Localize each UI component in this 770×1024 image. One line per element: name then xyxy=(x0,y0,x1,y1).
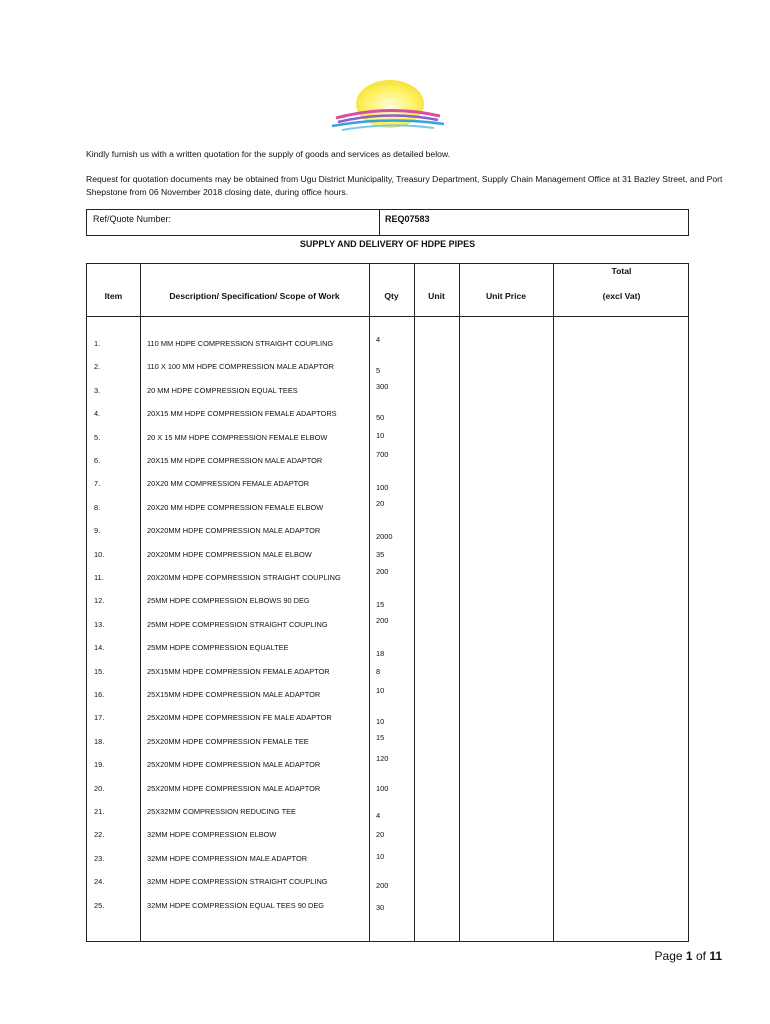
page-total: 11 xyxy=(709,949,722,963)
item-description: 32MM HDPE COMPRESSION EQUAL TEES 90 DEG xyxy=(147,900,325,910)
ref-quote-label: Ref/Quote Number: xyxy=(93,214,172,224)
header-qty: Qty xyxy=(384,291,399,301)
item-description: 20X20 MM HDPE COMPRESSION FEMALE ELBOW xyxy=(147,502,324,512)
item-description: 25X20MM HDPE COPMRESSION FE MALE ADAPTOR xyxy=(147,713,332,723)
header-item: Item xyxy=(104,291,123,301)
item-qty: 50 xyxy=(376,413,385,423)
item-description: 32MM HDPE COMPRESSION ELBOW xyxy=(147,830,277,840)
header-unit: Unit xyxy=(428,291,445,301)
item-qty: 2000 xyxy=(376,532,393,542)
item-number: 25. xyxy=(94,900,105,910)
item-qty: 300 xyxy=(376,381,389,391)
item-qty: 35 xyxy=(376,549,385,559)
item-description: 25X20MM HDPE COMPRESSION MALE ADAPTOR xyxy=(147,783,321,793)
item-number: 5. xyxy=(94,432,101,442)
item-qty: 18 xyxy=(376,649,385,659)
item-number: 22. xyxy=(94,830,105,840)
item-description: 20 MM HDPE COMPRESSION EQUAL TEES xyxy=(147,385,298,395)
item-number: 1. xyxy=(94,339,101,348)
item-number: 3. xyxy=(94,385,101,395)
ref-quote-box xyxy=(86,209,689,236)
col-divider xyxy=(553,264,554,941)
header-total: Total xyxy=(611,266,632,276)
quotation-table xyxy=(86,263,689,942)
item-description: 20X15 MM HDPE COMPRESSION MALE ADAPTOR xyxy=(147,456,323,465)
item-number: 18. xyxy=(94,736,105,746)
item-description: 32MM HDPE COMPRESSION MALE ADAPTOR xyxy=(147,853,308,863)
item-description: 20X20MM HDPE COPMRESSION STRAIGHT COUPLING xyxy=(147,573,341,582)
col-divider xyxy=(459,264,460,941)
item-description: 20X20 MM COMPRESSION FEMALE ADAPTOR xyxy=(147,479,310,489)
item-description: 110 MM HDPE COMPRESSION STRAIGHT COUPLING xyxy=(147,339,334,348)
item-qty: 8 xyxy=(376,666,381,676)
item-description: 25MM HDPE COMPRESSION EQUALTEE xyxy=(147,643,289,653)
request-text-line2: Shepstone from 06 November 2018 closing date, during office hours. xyxy=(86,187,349,197)
item-qty: 200 xyxy=(376,881,389,891)
of-word: of xyxy=(695,949,706,963)
item-qty: 5 xyxy=(376,366,381,376)
item-description: 25X20MM HDPE COMPRESSION MALE ADAPTOR xyxy=(147,760,321,770)
item-description: 110 X 100 MM HDPE COMPRESSION MALE ADAPTOR xyxy=(147,362,335,372)
item-number: 21. xyxy=(94,807,105,816)
item-number: 13. xyxy=(94,619,105,629)
item-number: 6. xyxy=(94,456,101,465)
item-qty: 30 xyxy=(376,902,385,912)
item-number: 17. xyxy=(94,713,105,723)
item-qty: 100 xyxy=(376,783,389,793)
item-qty: 100 xyxy=(376,483,389,493)
item-qty: 10 xyxy=(376,851,385,861)
item-number: 4. xyxy=(94,409,101,419)
item-qty: 700 xyxy=(376,450,389,459)
header-description: Description/ Specification/ Scope of Work xyxy=(169,291,340,301)
header-divider xyxy=(87,316,688,317)
item-description: 25X20MM HDPE COMPRESSION FEMALE TEE xyxy=(147,736,309,746)
item-qty: 10 xyxy=(376,717,385,727)
item-description: 25X15MM HDPE COMPRESSION MALE ADAPTOR xyxy=(147,690,321,699)
item-qty: 10 xyxy=(376,686,385,695)
item-number: 20. xyxy=(94,783,105,793)
item-description: 25MM HDPE COMPRESSION ELBOWS 90 DEG xyxy=(147,596,310,606)
item-number: 2. xyxy=(94,362,101,372)
item-qty: 4 xyxy=(376,811,381,820)
item-qty: 15 xyxy=(376,600,385,610)
item-number: 15. xyxy=(94,666,105,676)
header-unit-price: Unit Price xyxy=(485,291,527,301)
page-number: 1 xyxy=(685,949,693,963)
col-divider xyxy=(140,264,141,941)
page-footer xyxy=(655,949,722,963)
item-qty: 4 xyxy=(376,335,381,344)
item-description: 25X15MM HDPE COMPRESSION FEMALE ADAPTOR xyxy=(147,666,330,676)
item-number: 16. xyxy=(94,690,105,699)
item-number: 24. xyxy=(94,877,105,887)
item-number: 10. xyxy=(94,549,105,559)
ref-quote-number: REQ07583 xyxy=(385,214,430,224)
item-description: 32MM HDPE COMPRESSION STRAIGHT COUPLING xyxy=(147,877,328,887)
ref-divider xyxy=(379,210,380,235)
item-description: 20X15 MM HDPE COMPRESSION FEMALE ADAPTORS xyxy=(147,409,337,419)
item-qty: 120 xyxy=(376,754,389,764)
item-description: 25X32MM COMPRESSION REDUCING TEE xyxy=(147,807,296,816)
item-qty: 200 xyxy=(376,567,389,576)
item-number: 23. xyxy=(94,853,105,863)
intro-text: Kindly furnish us with a written quotation for the supply of goods and services as detailed below. xyxy=(86,149,451,159)
municipality-logo xyxy=(328,78,448,134)
item-description: 20X20MM HDPE COMPRESSION MALE ADAPTOR xyxy=(147,526,321,536)
item-description: 20 X 15 MM HDPE COMPRESSION FEMALE ELBOW xyxy=(147,432,328,442)
document-title: SUPPLY AND DELIVERY OF HDPE PIPES xyxy=(299,239,476,249)
item-number: 14. xyxy=(94,643,105,653)
item-qty: 200 xyxy=(376,615,389,625)
item-number: 19. xyxy=(94,760,105,770)
col-divider xyxy=(414,264,415,941)
item-number: 8. xyxy=(94,502,101,512)
page-word: Page xyxy=(654,949,683,963)
col-divider xyxy=(369,264,370,941)
item-qty: 10 xyxy=(376,430,385,440)
item-description: 25MM HDPE COMPRESSION STRAIGHT COUPLING xyxy=(147,619,328,629)
item-number: 9. xyxy=(94,526,101,536)
item-qty: 20 xyxy=(376,830,385,840)
header-total-excl-vat: (excl Vat) xyxy=(602,291,641,301)
item-number: 12. xyxy=(94,596,105,606)
item-qty: 15 xyxy=(376,732,385,742)
item-number: 7. xyxy=(94,479,101,489)
item-qty: 20 xyxy=(376,498,385,508)
item-description: 20X20MM HDPE COMPRESSION MALE ELBOW xyxy=(147,549,312,559)
item-number: 11. xyxy=(94,573,104,582)
request-text-line1: Request for quotation documents may be obtained from Ugu District Municipality, Treasury Department, Supply Chain Management Office at 31 Bazley Street, and Port xyxy=(86,174,723,184)
